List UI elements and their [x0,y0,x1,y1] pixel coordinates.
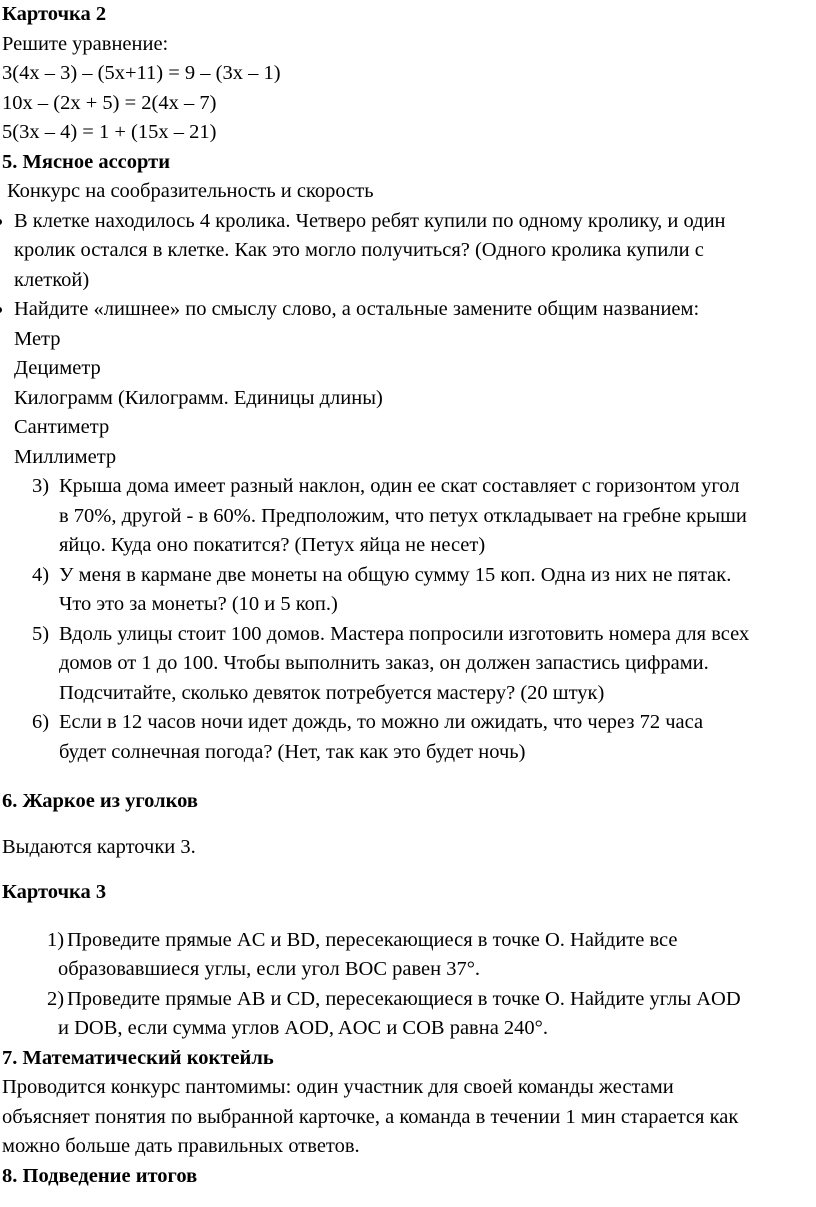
item-line: Подсчитайте, сколько девяток потребуется мастеру? (20 штук) [59,681,605,704]
card3-item-1 [2,926,814,985]
word-item: Метр [14,327,61,350]
section7-line: можно больше дать правильных ответов. [2,1135,360,1157]
item-line: Проведите прямые AB и CD, пересекающиеся в точке О. Найдите углы AOD [67,987,741,1010]
bullet-item-odd-word [2,295,814,325]
item-number: 5) [32,622,50,645]
numbered-item-3 [2,472,814,561]
item-line: в 70%, другой - в 60%. Предположим, что петух откладывает на гребне крыши [59,504,747,527]
item-number: 6) [32,711,50,733]
numbered-item-5 [2,620,814,709]
card3-title: Карточка 3 [2,881,107,903]
bullet2-line: Найдите «лишнее» по смыслу слово, а остальные замените общим названием: [14,298,700,320]
card2-prompt: Решите уравнение: [2,32,169,55]
document [2,0,814,1191]
item-number: 1) [47,928,65,951]
word-item: Сантиметр [14,416,110,438]
equation-2: 10x – (2x + 5) = 2(4x – 7) [2,91,217,114]
word-item: Миллиметр [14,445,117,468]
numbered-item-4 [2,561,814,620]
item-line: и DOB, если сумма углов AOD, AOC и COB равна 240°. [58,1017,549,1039]
item-line: яйцо. Куда оно покатится? (Петух яйца не несет) [59,534,486,556]
item-line: Проведите прямые AC и BD, пересекающиеся в точке О. Найдите все [67,928,678,951]
card2-title: Карточка 2 [2,3,107,25]
item-line: Что это за монеты? (10 и 5 коп.) [59,593,338,615]
bullet1-line: В клетке находилось 4 кролика. Четверо ребят купили по одному кролику, и один [14,209,726,232]
section6-text: Выдаются карточки 3. [2,835,196,858]
bullet-item-rabbits [2,207,814,296]
section5-title: 5. Мясное ассорти [2,150,171,173]
equation-1: 3(4x – 3) – (5x+11) = 9 – (3x – 1) [2,62,281,84]
item-line: У меня в кармане две монеты на общую сумму 15 коп. Одна из них не пятак. [59,563,732,586]
section6-title: 6. Жаркое из уголков [2,790,198,812]
numbered-item-6 [2,708,814,767]
word-item: Дециметр [14,357,101,379]
section8-title: 8. Подведение итогов [2,1164,198,1187]
section5-subtitle: Конкурс на сообразительность и скорость [7,180,374,202]
item-line: домов от 1 до 100. Чтобы выполнить заказ, он должен запастись цифрами. [59,652,709,674]
section7-title: 7. Математический коктейль [2,1046,274,1069]
item-line: будет солнечная погода? (Нет, так как это будет ночь) [59,740,526,763]
bullet1-line: клеткой) [14,268,90,291]
item-line: Если в 12 часов ночи идет дождь, то можно ли ожидать, что через 72 часа [59,711,704,733]
item-line: образовавшиеся углы, если угол BOC равен 37°. [58,958,481,980]
word-item: Килограмм (Килограмм. Единицы длины) [14,386,383,409]
equation-3: 5(3x – 4) = 1 + (15x – 21) [2,121,217,143]
item-line: Вдоль улицы стоит 100 домов. Мастера попросили изготовить номера для всех [59,622,750,645]
item-number: 2) [47,987,65,1010]
item-number: 4) [32,563,50,586]
section7-line: объясняет понятия по выбранной карточке, а команда в течении 1 мин старается как [2,1105,739,1128]
bullet1-line: кролик остался в клетке. Как это могло получиться? (Одного кролика купили с [14,239,704,261]
card3-item-2 [2,985,814,1044]
item-line: Крыша дома имеет разный наклон, один ее скат составляет с горизонтом угол [59,475,740,497]
section7-line: Проводится конкурс пантомимы: один участник для своей команды жестами [2,1076,674,1098]
item-number: 3) [32,475,50,497]
